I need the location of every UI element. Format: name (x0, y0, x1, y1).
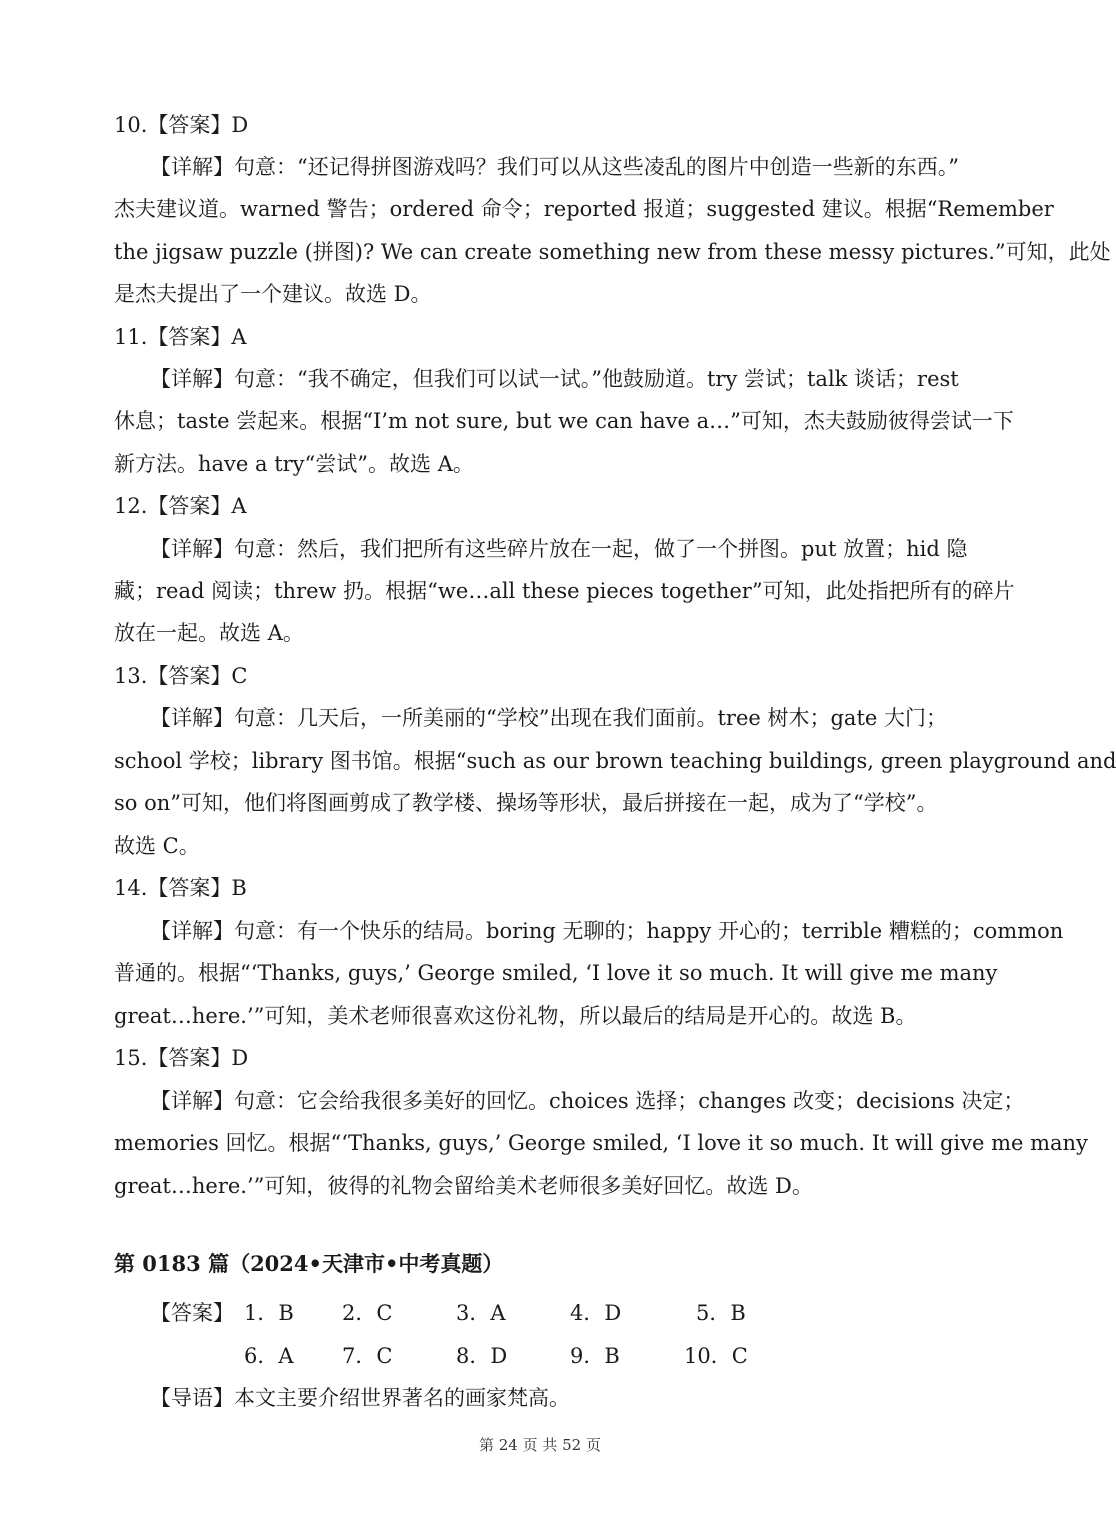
question-15-explanation-line: memories 回忆。根据“‘Thanks, guys,’ George smiled, ‘I love it so much. It will give me many (114, 1131, 1088, 1155)
section-title: 第 0183 篇（2024•天津市•中考真题） (114, 1251, 504, 1276)
question-10-explanation-line: 杰夫建议道。warned 警告；ordered 命令；reported 报道；suggested 建议。根据“Remember (114, 197, 1054, 221)
question-15-explanation-line: great…here.’”可知，彼得的礼物会留给美术老师很多美好回忆。故选 D。 (114, 1174, 813, 1198)
answer-item: 1．B (244, 1301, 294, 1325)
question-13-answer: 13.【答案】C (114, 664, 248, 688)
question-13-explanation-line: school 学校；library 图书馆。根据“such as our brown teaching buildings, green playground and (114, 749, 1116, 773)
answer-item: 8．D (456, 1344, 508, 1368)
page-footer: 第 24 页 共 52 页 (478, 1436, 601, 1454)
answer-item: 3．A (456, 1301, 506, 1325)
question-14-answer: 14.【答案】B (114, 876, 247, 900)
question-10-explanation-line: 【详解】句意：“还记得拼图游戏吗？我们可以从这些凌乱的图片中创造一些新的东西。” (150, 155, 959, 179)
question-11-explanation-line: 【详解】句意：“我不确定，但我们可以试一试。”他鼓励道。try 尝试；talk 谈话；rest (150, 367, 959, 391)
question-14-explanation-line: great…here.’”可知，美术老师很喜欢这份礼物，所以最后的结局是开心的。故选 B。 (114, 1004, 917, 1028)
answer-item: 5．B (696, 1301, 746, 1325)
answer-item: 9．B (570, 1344, 620, 1368)
answer-item: 4．D (570, 1301, 622, 1325)
question-14-explanation-line: 【详解】句意：有一个快乐的结局。boring 无聊的；happy 开心的；terrible 糟糕的；common (150, 919, 1064, 943)
question-12-explanation-line: 【详解】句意：然后，我们把所有这些碎片放在一起，做了一个拼图。put 放置；hid 隐 (150, 537, 968, 561)
question-10-explanation-line: 是杰夫提出了一个建议。故选 D。 (114, 282, 432, 306)
question-13-explanation-line: 故选 C。 (114, 834, 200, 858)
question-13-explanation-line: 【详解】句意：几天后，一所美丽的“学校”出现在我们面前。tree 树木；gate 大门； (150, 706, 947, 730)
question-15-explanation-line: 【详解】句意：它会给我很多美好的回忆。choices 选择；changes 改变；decisions 决定； (150, 1089, 1025, 1113)
answer-key-label: 【答案】 (150, 1301, 234, 1325)
question-10-answer: 10.【答案】D (114, 113, 249, 137)
answer-item: 6．A (244, 1344, 294, 1368)
answer-item: 2．C (342, 1301, 393, 1325)
answer-item: 7．C (342, 1344, 393, 1368)
question-12-explanation-line: 放在一起。故选 A。 (114, 621, 304, 645)
question-11-explanation-line: 新方法。have a try“尝试”。故选 A。 (114, 452, 474, 476)
question-11-answer: 11.【答案】A (114, 325, 247, 349)
answer-key (150, 1298, 970, 1378)
question-12-explanation-line: 藏；read 阅读；threw 扔。根据“we…all these pieces together”可知，此处指把所有的碎片 (114, 579, 1015, 603)
question-14-explanation-line: 普通的。根据“‘Thanks, guys,’ George smiled, ‘I love it so much. It will give me many (114, 961, 998, 985)
section-intro: 【导语】本文主要介绍世界著名的画家梵高。 (150, 1386, 570, 1410)
question-10-explanation-line: the jigsaw puzzle (拼图)? We can create something new from these messy pictures.”可知，此处 (114, 240, 1111, 264)
question-15-answer: 15.【答案】D (114, 1046, 249, 1070)
answer-item: 10．C (684, 1344, 748, 1368)
question-12-answer: 12.【答案】A (114, 494, 247, 518)
question-13-explanation-line: so on”可知，他们将图画剪成了教学楼、操场等形状，最后拼接在一起，成为了“学校”。 (114, 791, 938, 815)
question-11-explanation-line: 休息；taste 尝起来。根据“I’m not sure, but we can have a…”可知，杰夫鼓励彼得尝试一下 (114, 409, 1014, 433)
